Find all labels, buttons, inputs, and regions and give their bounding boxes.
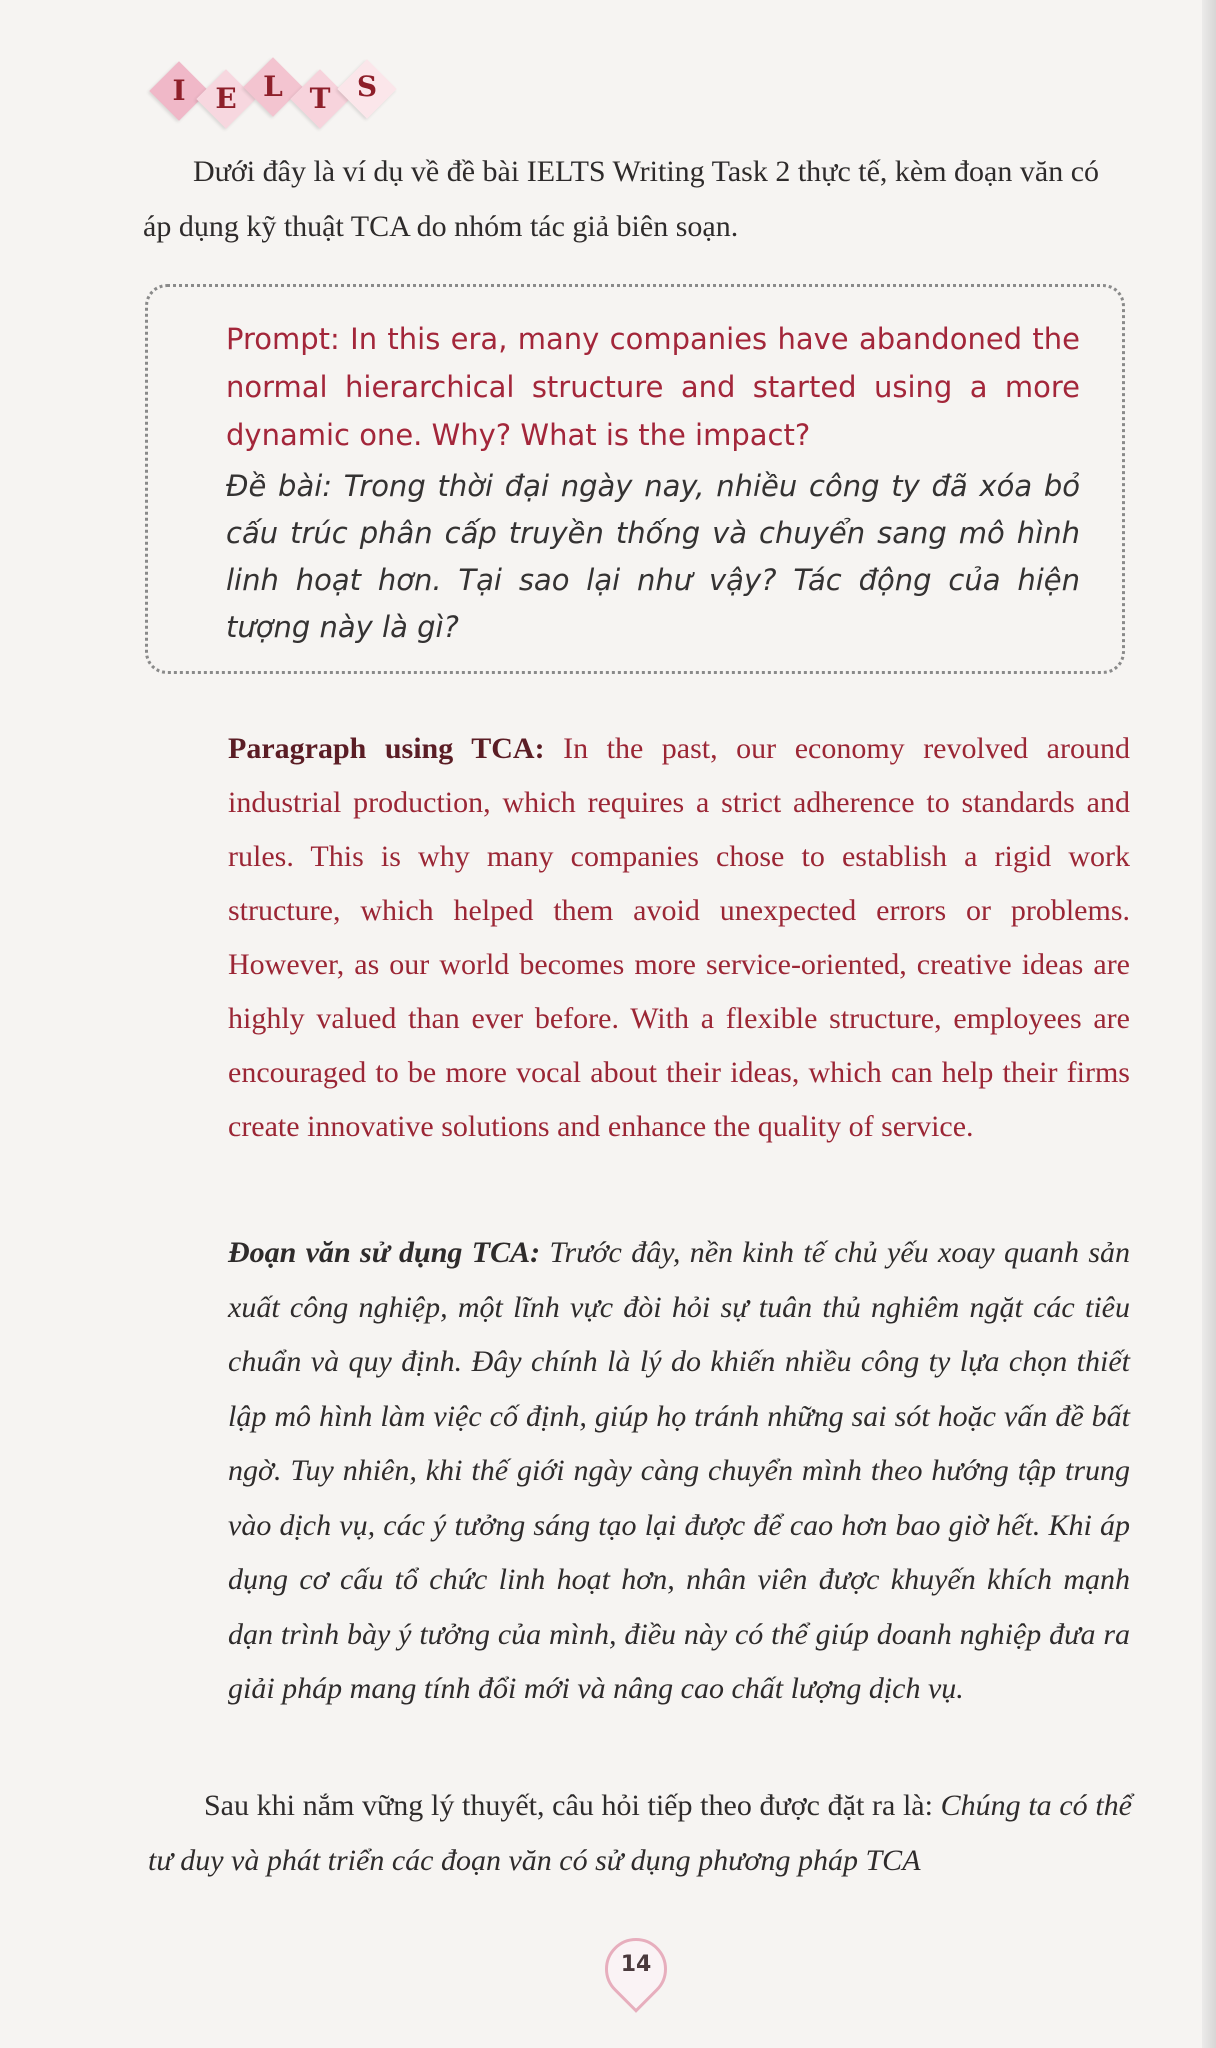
logo-letter: I	[172, 74, 186, 107]
paragraph-body: Trước đây, nền kinh tế chủ yếu xoay quanh sản xuất công nghiệp, một lĩnh vực đòi hỏi sự tuân thủ nghiêm ngặt các tiêu chuẩn và quy định. Đây chính là lý do khiến nhiều công ty lựa chọn thiết lập mô hình làm việc cố định, giúp họ tránh những sai sót hoặc vấn đề bất ngờ. Tuy nhiên, khi thế giới ngày càng chuyển mình theo hướng tập trung vào dịch vụ, các ý tưởng sáng tạo lại được để cao hơn bao giờ hết. Khi áp dụng cơ cấu tổ chức linh hoạt hơn, nhân viên được khuyến khích mạnh dạn trình bày ý tưởng của mình, điều này có thể giúp doanh nghiệp đưa ra giải pháp mang tính đổi mới và nâng cao chất lượng dịch vụ.	[228, 1236, 1131, 1705]
logo-letter: E	[215, 82, 237, 115]
tca-paragraph-vietnamese	[228, 1226, 1130, 1717]
outro-text: Sau khi nắm vững lý thuyết, câu hỏi tiếp theo được đặt ra là:	[204, 1789, 941, 1822]
page-edge	[1202, 0, 1216, 2048]
tca-paragraph-english	[228, 722, 1130, 1154]
paragraph-lead: Đoạn văn sử dụng TCA:	[228, 1236, 541, 1269]
outro-paragraph	[148, 1778, 1132, 1888]
prompt-english: Prompt: In this era, many companies have abandoned the normal hierarchical structure and started using a more dynamic one. Why? What is the impact?	[226, 322, 1080, 452]
paragraph-lead: Paragraph using TCA:	[228, 732, 545, 765]
logo-letter: L	[263, 70, 283, 103]
prompt-box	[145, 284, 1125, 674]
intro-text: Dưới đây là ví dụ về đề bài IELTS Writing Task 2 thực tế, kèm đoạn văn có áp dụng kỹ thuật TCA do nhóm tác giả biên soạn.	[143, 155, 1100, 243]
ielts-logo	[150, 60, 390, 120]
paragraph-body: In the past, our economy revolved around industrial production, which requires a strict adherence to standards and rules. This is why many companies chose to establish a rigid work structure, which helped them avoid unexpected errors or problems. However, as our world becomes more service-oriented, creative ideas are highly valued than ever before. With a flexible structure, employees are encouraged to be more vocal about their ideas, which can help their firms create innovative solutions and enhance the quality of service.	[228, 732, 1130, 1143]
logo-letter: T	[309, 82, 331, 115]
intro-paragraph	[143, 144, 1133, 254]
page-number: 14	[620, 1952, 652, 1977]
prompt-vietnamese: Đề bài: Trong thời đại ngày nay, nhiều công ty đã xóa bỏ cấu trúc phân cấp truyền thống và chuyển sang mô hình linh hoạt hơn. Tại sao lại như vậy? Tác động của hiện tượng này là gì?	[226, 469, 1080, 644]
outro-question: Chúng ta có thể tư duy và phát triển các đoạn văn có sử dụng phương pháp TCA	[148, 1789, 1132, 1877]
logo-letter: S	[356, 70, 378, 103]
